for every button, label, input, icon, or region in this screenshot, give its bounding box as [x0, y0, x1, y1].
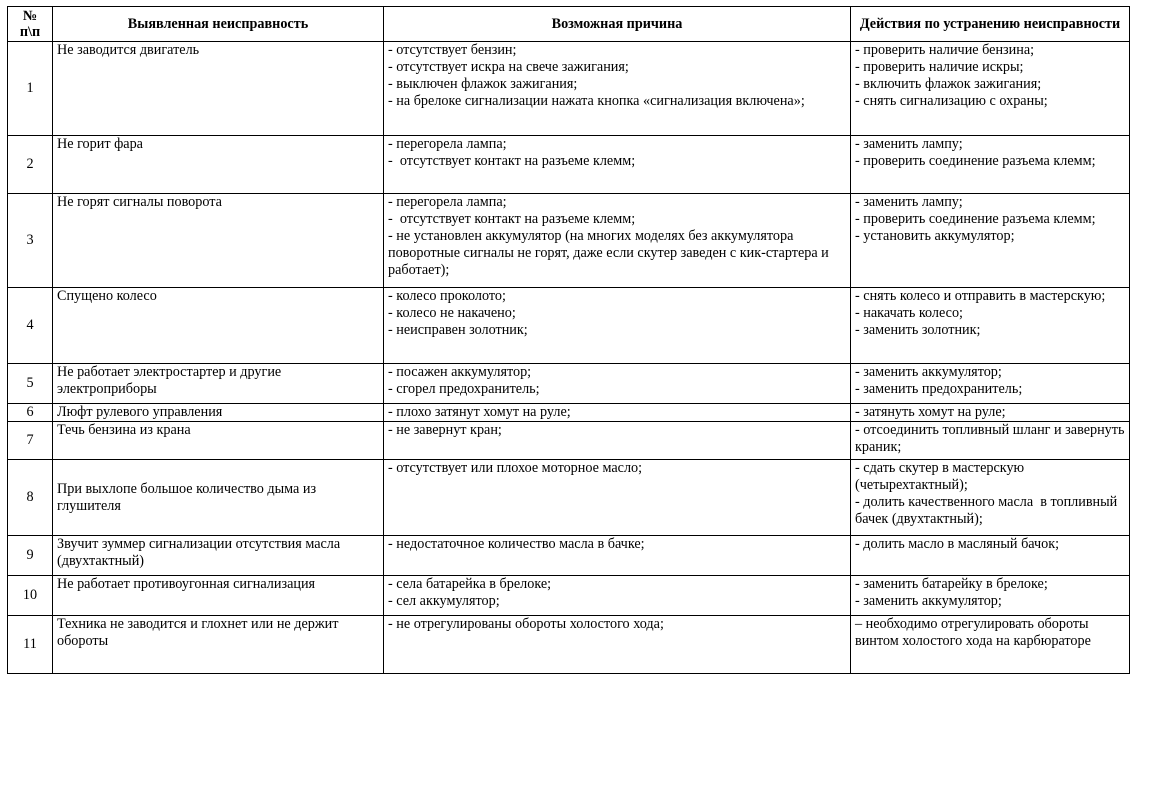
cause-line: - перегорела лампа;	[388, 136, 507, 152]
row-number: 8	[8, 460, 53, 536]
fault-cell: Не горит фара	[53, 136, 384, 194]
table-row	[8, 460, 1130, 536]
cause-line: - отсутствует бензин;	[388, 42, 517, 58]
fault-cell: Звучит зуммер сигнализации отсутствия масла (двухтактный)	[53, 536, 384, 576]
action-line: - заменить аккумулятор;	[855, 593, 1002, 609]
table-row	[8, 576, 1130, 616]
cause-line: - не завернут кран;	[388, 422, 502, 438]
cause-line: - отсутствует или плохое моторное масло;	[388, 460, 643, 476]
row-number: 4	[8, 288, 53, 364]
header-cause: Возможная причина	[384, 7, 851, 42]
cause-line: - отсутствует искра на свече зажигания;	[388, 59, 629, 75]
action-cell	[851, 536, 1130, 576]
action-line: - снять колесо и отправить в мастерскую;	[855, 288, 1106, 304]
action-cell	[851, 194, 1130, 288]
action-cell	[851, 460, 1130, 536]
fault-cell: Не горят сигналы поворота	[53, 194, 384, 288]
action-line: - заменить золотник;	[855, 322, 981, 338]
cause-cell	[384, 42, 851, 136]
cause-line: - отсутствует контакт на разъеме клемм;	[388, 211, 636, 227]
cause-line: - посажен аккумулятор;	[388, 364, 532, 380]
table-row	[8, 42, 1130, 136]
row-number: 2	[8, 136, 53, 194]
cause-line: - села батарейка в брелоке;	[388, 576, 552, 592]
row-number: 9	[8, 536, 53, 576]
row-number: 10	[8, 576, 53, 616]
action-line: - затянуть хомут на руле;	[855, 404, 1006, 420]
fault-cell: Не заводится двигатель	[53, 42, 384, 136]
action-line: - включить флажок зажигания;	[855, 76, 1042, 92]
fault-cell: Спущено колесо	[53, 288, 384, 364]
action-line: - проверить наличие искры;	[855, 59, 1024, 75]
header-action: Действия по устранению неисправности	[851, 7, 1130, 42]
cause-line: - колесо не накачено;	[388, 305, 516, 321]
action-line: - заменить аккумулятор;	[855, 364, 1002, 380]
cause-line: - колесо проколото;	[388, 288, 506, 304]
action-cell	[851, 576, 1130, 616]
action-cell	[851, 136, 1130, 194]
cause-cell	[384, 288, 851, 364]
action-line: - установить аккумулятор;	[855, 228, 1015, 244]
table-row	[8, 422, 1130, 460]
header-fault: Выявленная неисправность	[53, 7, 384, 42]
action-cell	[851, 616, 1130, 674]
malfunction-table	[7, 6, 1130, 674]
cause-line: - недостаточное количество масла в бачке;	[388, 536, 645, 552]
table-row	[8, 536, 1130, 576]
action-cell	[851, 422, 1130, 460]
cause-line: - неисправен золотник;	[388, 322, 528, 338]
table-body	[8, 42, 1130, 674]
malfunction-table-sheet	[7, 6, 1130, 674]
fault-cell: Техника не заводится и глохнет или не держит обороты	[53, 616, 384, 674]
header-num: № п\п	[8, 7, 53, 42]
action-line: - проверить соединение разъема клемм;	[855, 153, 1096, 169]
action-line: - отсоединить топливный шланг и завернуть краник;	[855, 422, 1128, 455]
table-row	[8, 364, 1130, 404]
action-line: - заменить лампу;	[855, 136, 963, 152]
action-line: - проверить наличие бензина;	[855, 42, 1035, 58]
action-line: - проверить соединение разъема клемм;	[855, 211, 1096, 227]
row-number: 11	[8, 616, 53, 674]
cause-line: - перегорела лампа;	[388, 194, 507, 210]
cause-line: - отсутствует контакт на разъеме клемм;	[388, 153, 636, 169]
row-number: 5	[8, 364, 53, 404]
action-line: - долить масло в масляный бачок;	[855, 536, 1060, 552]
cause-cell	[384, 536, 851, 576]
cause-line: - сгорел предохранитель;	[388, 381, 540, 397]
fault-cell: Люфт рулевого управления	[53, 404, 384, 422]
action-cell	[851, 404, 1130, 422]
cause-line: - плохо затянут хомут на руле;	[388, 404, 571, 420]
action-line: - долить качественного масла в топливный бачек (двухтактный);	[855, 494, 1121, 527]
row-number: 6	[8, 404, 53, 422]
cause-line: - сел аккумулятор;	[388, 593, 500, 609]
action-line: - снять сигнализацию с охраны;	[855, 93, 1048, 109]
cause-cell	[384, 364, 851, 404]
table-row	[8, 136, 1130, 194]
action-cell	[851, 288, 1130, 364]
action-cell	[851, 42, 1130, 136]
action-line: - сдать скутер в мастерскую (четырехтактный);	[855, 460, 1028, 493]
table-row	[8, 288, 1130, 364]
cause-line: - не отрегулированы обороты холостого хода;	[388, 616, 664, 632]
row-number: 7	[8, 422, 53, 460]
action-line: - заменить батарейку в брелоке;	[855, 576, 1048, 592]
cause-cell	[384, 422, 851, 460]
action-line: – необходимо отрегулировать обороты винтом холостого хода на карбюраторе	[855, 616, 1093, 649]
cause-cell	[384, 136, 851, 194]
action-line: - заменить лампу;	[855, 194, 963, 210]
fault-cell: При выхлопе большое количество дыма из глушителя	[53, 460, 384, 536]
cause-cell	[384, 616, 851, 674]
action-cell	[851, 364, 1130, 404]
cause-line: - не установлен аккумулятор (на многих моделях без аккумулятора поворотные сигналы не горят, даже если скутер заведен с кик-стартера и работает);	[388, 228, 833, 278]
row-number: 3	[8, 194, 53, 288]
fault-cell: Не работает противоугонная сигнализация	[53, 576, 384, 616]
cause-cell	[384, 576, 851, 616]
fault-cell: Не работает электростартер и другие электроприборы	[53, 364, 384, 404]
table-row	[8, 616, 1130, 674]
table-row	[8, 404, 1130, 422]
cause-line: - на брелоке сигнализации нажата кнопка «сигнализация включена»;	[388, 93, 805, 109]
action-line: - накачать колесо;	[855, 305, 963, 321]
cause-cell	[384, 194, 851, 288]
cause-line: - выключен флажок зажигания;	[388, 76, 578, 92]
table-row	[8, 194, 1130, 288]
action-line: - заменить предохранитель;	[855, 381, 1023, 397]
cause-cell	[384, 460, 851, 536]
fault-cell: Течь бензина из крана	[53, 422, 384, 460]
row-number: 1	[8, 42, 53, 136]
header-row	[8, 7, 1130, 42]
cause-cell	[384, 404, 851, 422]
